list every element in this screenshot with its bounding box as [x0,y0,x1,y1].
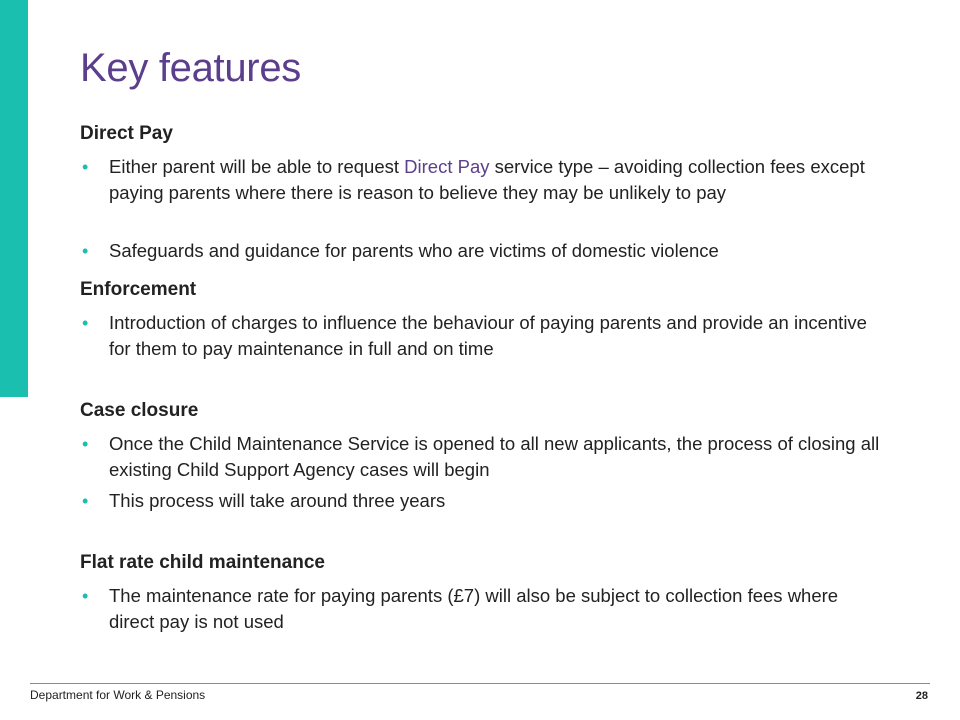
footer-organisation: Department for Work & Pensions [30,688,206,702]
page-number: 28 [915,690,928,702]
bullet-closing-cases [82,431,882,483]
bullet-dot-icon: • [82,157,89,177]
direct-pay-highlight: Direct Pay [404,156,490,177]
accent-bar [0,0,28,397]
bullet-direct-pay-request [82,154,882,206]
section-heading-enforcement: Enforcement [80,279,197,300]
bullet-three-years [82,488,882,514]
bullet-text: Once the Child Maintenance Service is opened to all new applicants, the process of closing all existing Child Support Agency cases will begin [109,433,880,480]
section-heading-case-closure: Case closure [80,400,199,421]
bullet-safeguards [82,238,882,264]
bullet-charges [82,310,882,362]
bullet-text: The maintenance rate for paying parents (£7) will also be subject to collection fees where direct pay is not used [109,585,839,632]
section-heading-flat-rate: Flat rate child maintenance [80,552,325,573]
bullet-text: Safeguards and guidance for parents who are victims of domestic violence [109,240,719,261]
footer-divider [30,683,930,684]
bullet-dot-icon: • [82,313,89,333]
bullet-maintenance-rate [82,583,882,635]
bullet-text: Either parent will be able to request [109,156,405,177]
bullet-dot-icon: • [82,434,89,454]
bullet-dot-icon: • [82,586,89,606]
bullet-text: This process will take around three years [109,490,446,511]
bullet-text: service type – avoiding collection fees except paying parents where there is reason to believe they may be unlikely to pay [109,156,865,203]
bullet-dot-icon: • [82,491,89,511]
bullet-dot-icon: • [82,241,89,261]
section-heading-direct-pay: Direct Pay [80,123,173,144]
slide-title: Key features [80,46,301,90]
bullet-text: Introduction of charges to influence the behaviour of paying parents and provide an incentive for them to pay maintenance in full and on time [109,312,867,359]
